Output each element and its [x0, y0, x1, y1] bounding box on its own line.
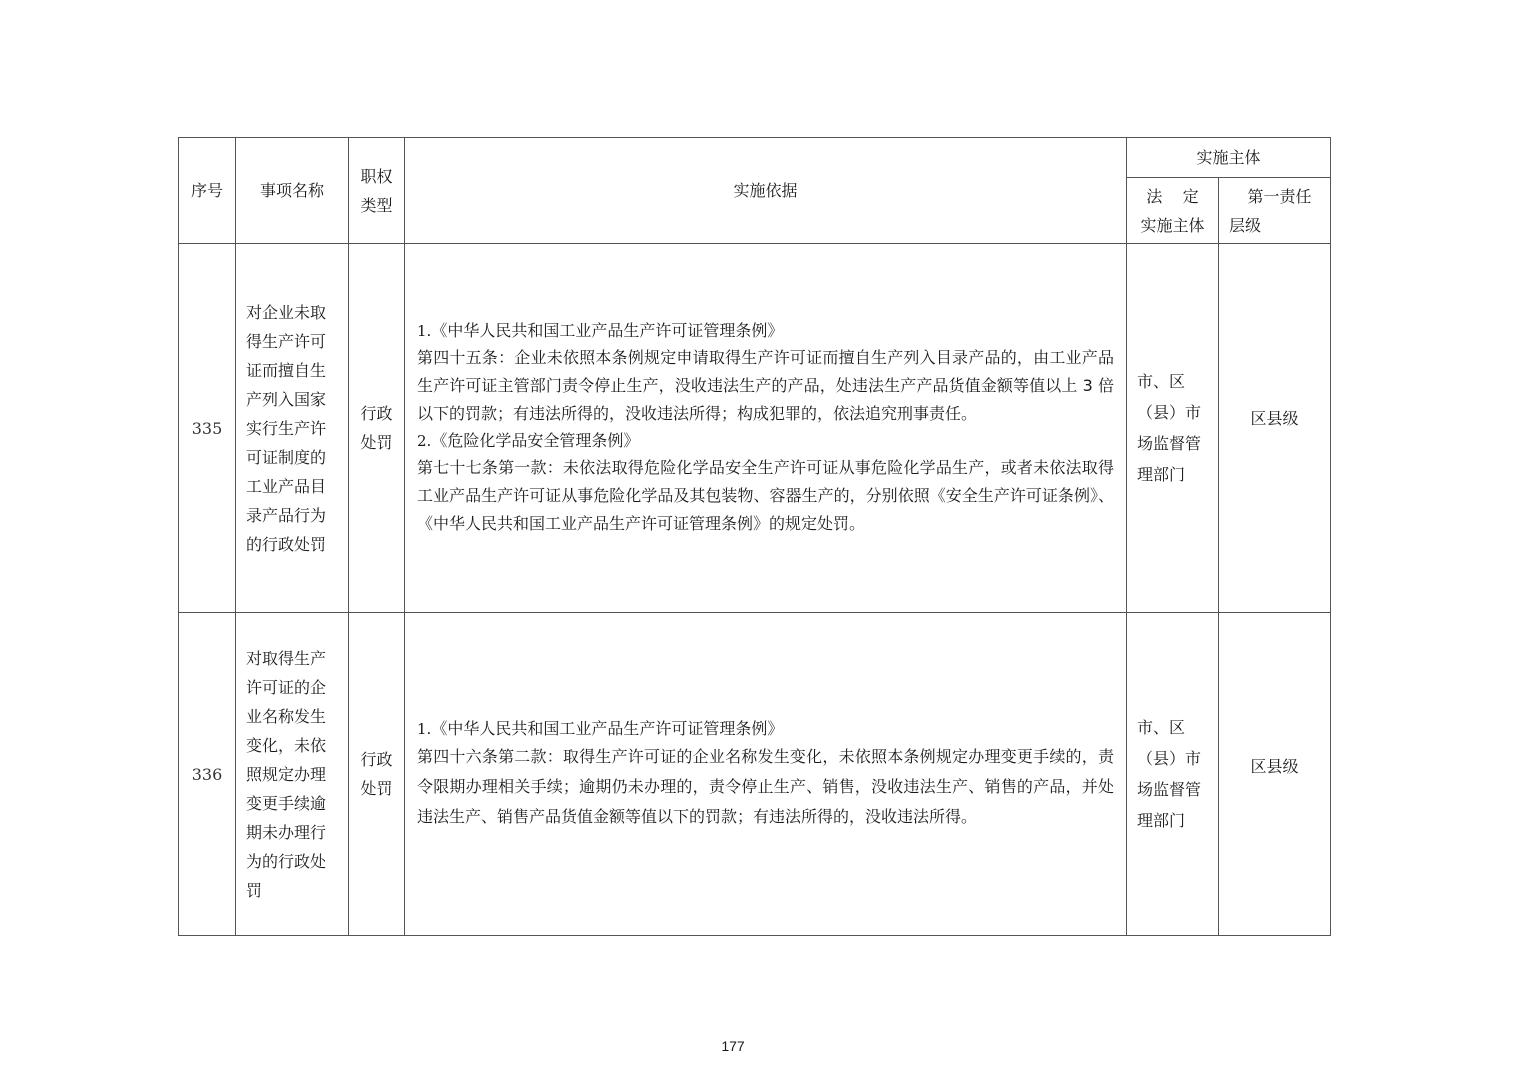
authority-type: [349, 244, 405, 613]
basis-heading: [417, 716, 1114, 742]
responsibility-level: 区县级: [1219, 613, 1331, 936]
header-legal-line2: 实施主体: [1140, 215, 1205, 235]
header-type-line1: 职权: [360, 166, 393, 186]
header-seq: 序号: [179, 138, 236, 244]
table-row: [179, 613, 1331, 936]
implementation-basis: [405, 244, 1127, 613]
basis-text: 第七十七条第一款：未依法取得危险化学品安全生产许可证从事危险化学品生产，或者未依法取得工业产品生产许可证从事危险化学品及其包装物、容器生产的，分别依照《安全生产许可证条例》、《中华人民共和国工业产品生产许可证管理条例》的规定处罚。: [417, 458, 1114, 533]
header-level-line2: 层级: [1229, 215, 1262, 235]
basis-heading: [417, 318, 1114, 344]
item-name: 对取得生产许可证的企业名称发生变化，未依照规定办理变更手续逾期未办理行为的行政处罚: [236, 613, 349, 936]
row-number: 335: [179, 244, 236, 613]
authority-type-line2: 处罚: [360, 779, 393, 798]
header-level-line1: 第一责任: [1247, 186, 1312, 206]
header-legal-line1: 法 定: [1146, 186, 1199, 206]
authority-type-line1: 行政: [360, 750, 393, 769]
basis-number: 1.: [417, 720, 432, 738]
table-row: [179, 244, 1331, 613]
authority-table: [178, 137, 1331, 936]
authority-type-line2: 处罚: [360, 433, 393, 452]
header-type-line2: 类型: [360, 195, 393, 215]
basis-text: 第四十六条第二款：取得生产许可证的企业名称发生变化，未依照本条例规定办理变更手续的，责令限期办理相关手续；逾期仍未办理的，责令停止生产、销售，没收违法生产、销售的产品，并处违法生产、销售产品货值金额等值以下的罚款；有违法所得的，没收违法所得。: [417, 747, 1114, 826]
authority-type-line1: 行政: [360, 404, 393, 423]
implementation-basis: [405, 613, 1127, 936]
responsibility-level: 区县级: [1219, 244, 1331, 613]
authority-type: [349, 613, 405, 936]
basis-title: 《中华人民共和国工业产品生产许可证管理条例》: [431, 719, 784, 738]
legal-entity: 市、区（县）市场监督管理部门: [1127, 244, 1219, 613]
basis-title: 《危险化学品安全管理条例》: [431, 431, 640, 450]
basis-number: 1.: [417, 322, 432, 340]
header-basis: 实施依据: [405, 138, 1127, 244]
row-number: 336: [179, 613, 236, 936]
basis-number: 2.: [417, 432, 432, 450]
header-entity-group: 实施主体: [1127, 138, 1331, 178]
basis-heading: [417, 428, 1114, 454]
header-row-1: [179, 138, 1331, 178]
header-name: 事项名称: [236, 138, 349, 244]
legal-entity: 市、区（县）市场监督管理部门: [1127, 613, 1219, 936]
basis-title: 《中华人民共和国工业产品生产许可证管理条例》: [431, 321, 784, 340]
basis-text: 第四十五条：企业未依照本条例规定申请取得生产许可证而擅自生产列入目录产品的，由工业产品生产许可证主管部门责令停止生产，没收违法生产的产品，处违法生产产品货值金额等值以上 3 倍以下的罚款；有违法所得的，没收违法所得；构成犯罪的，依法追究刑事责任。: [417, 348, 1114, 423]
header-level: [1219, 178, 1331, 244]
header-legal-entity: [1127, 178, 1219, 244]
page-number: 177: [721, 1038, 745, 1054]
header-type: [349, 138, 405, 244]
item-name: 对企业未取得生产许可证而擅自生产列入国家实行生产许可证制度的工业产品目录产品行为的行政处罚: [236, 244, 349, 613]
